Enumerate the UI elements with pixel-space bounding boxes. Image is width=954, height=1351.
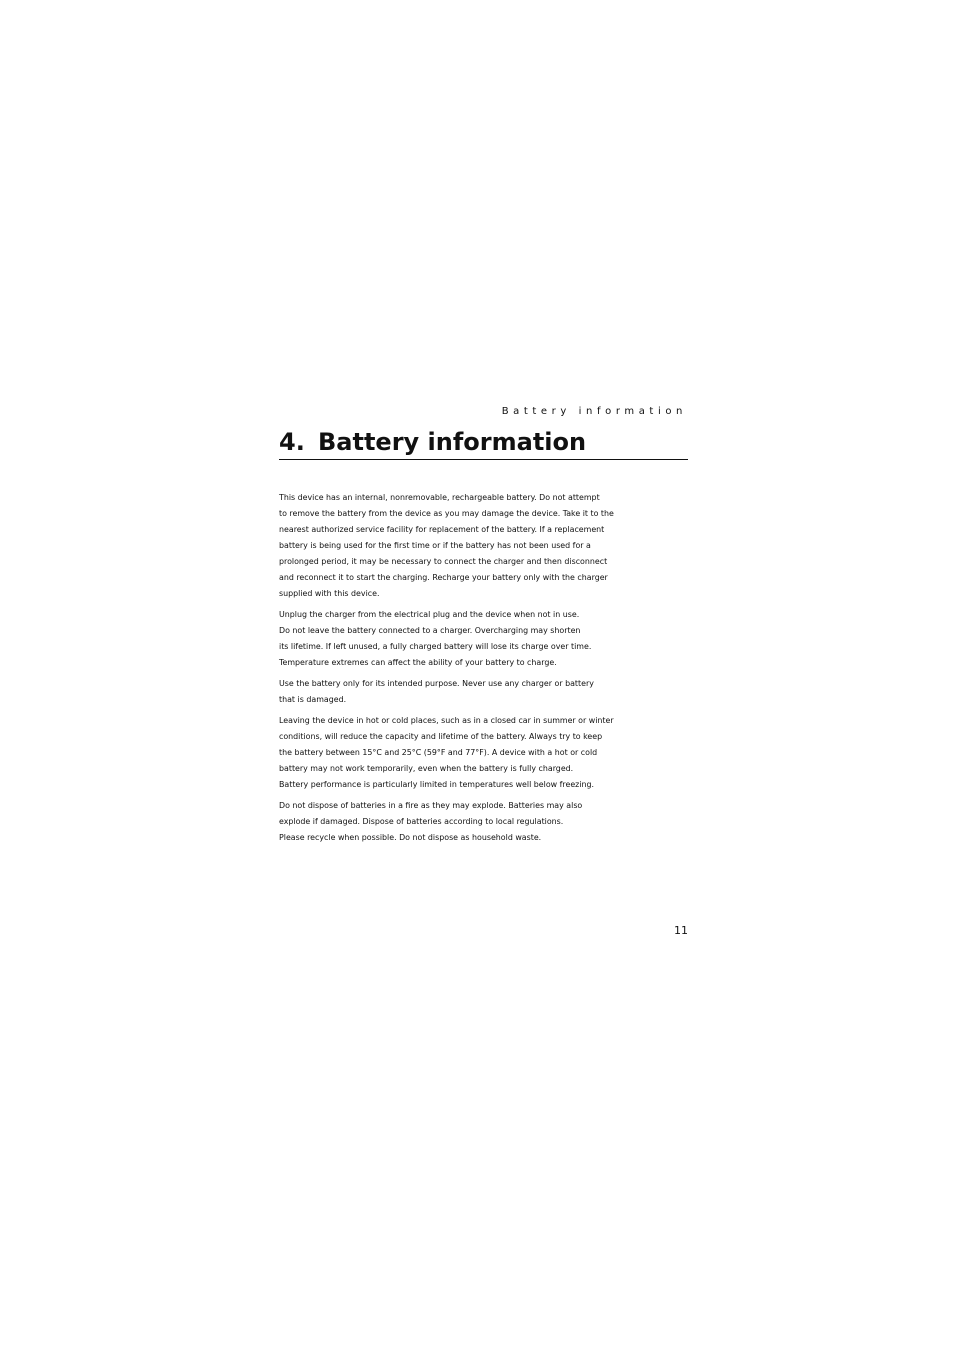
chapter-title: Battery information — [318, 428, 587, 456]
text-line: that is damaged. — [279, 695, 347, 704]
paragraph-internal-battery — [279, 490, 691, 602]
paragraph-unplug-charger — [279, 607, 691, 671]
chapter-number: 4. — [279, 428, 305, 456]
page-number: 11 — [674, 924, 688, 937]
text-line: to remove the battery from the device as you may damage the device. Take it to the — [279, 509, 614, 518]
text-line: prolonged period, it may be necessary to connect the charger and then disconnect — [279, 557, 608, 566]
text-line: Battery performance is particularly limited in temperatures well below freezing. — [279, 780, 595, 789]
paragraph-temperature — [279, 713, 691, 793]
paragraph-intended-purpose — [279, 676, 691, 708]
text-line: and reconnect it to start the charging. Recharge your battery only with the charger — [279, 573, 608, 582]
text-line: Leaving the device in hot or cold places, such as in a closed car in summer or winter — [279, 716, 614, 725]
running-header: Battery information — [501, 406, 687, 417]
text-line: battery may not work temporarily, even when the battery is fully charged. — [279, 764, 574, 773]
text-line: Unplug the charger from the electrical plug and the device when not in use. — [279, 610, 580, 619]
text-line: explode if damaged. Dispose of batteries according to local regulations. — [279, 817, 564, 826]
text-line: Temperature extremes can affect the ability of your battery to charge. — [279, 658, 557, 667]
text-line: supplied with this device. — [279, 589, 380, 598]
text-line: Please recycle when possible. Do not dispose as household waste. — [279, 833, 542, 842]
text-line: Do not leave the battery connected to a charger. Overcharging may shorten — [279, 626, 581, 635]
text-line: Do not dispose of batteries in a fire as they may explode. Batteries may also — [279, 801, 583, 810]
text-line: the battery between 15°C and 25°C (59°F and 77°F). A device with a hot or cold — [279, 748, 598, 757]
chapter-heading — [279, 428, 688, 460]
body-text — [279, 490, 691, 851]
text-line: its lifetime. If left unused, a fully charged battery will lose its charge over time. — [279, 642, 592, 651]
text-line: nearest authorized service facility for replacement of the battery. If a replacement — [279, 525, 605, 534]
text-line: conditions, will reduce the capacity and lifetime of the battery. Always try to keep — [279, 732, 603, 741]
text-line: Use the battery only for its intended purpose. Never use any charger or battery — [279, 679, 594, 688]
text-line: This device has an internal, nonremovable, rechargeable battery. Do not attempt — [279, 493, 600, 502]
text-line: battery is being used for the first time or if the battery has not been used for a — [279, 541, 591, 550]
paragraph-disposal — [279, 798, 691, 846]
